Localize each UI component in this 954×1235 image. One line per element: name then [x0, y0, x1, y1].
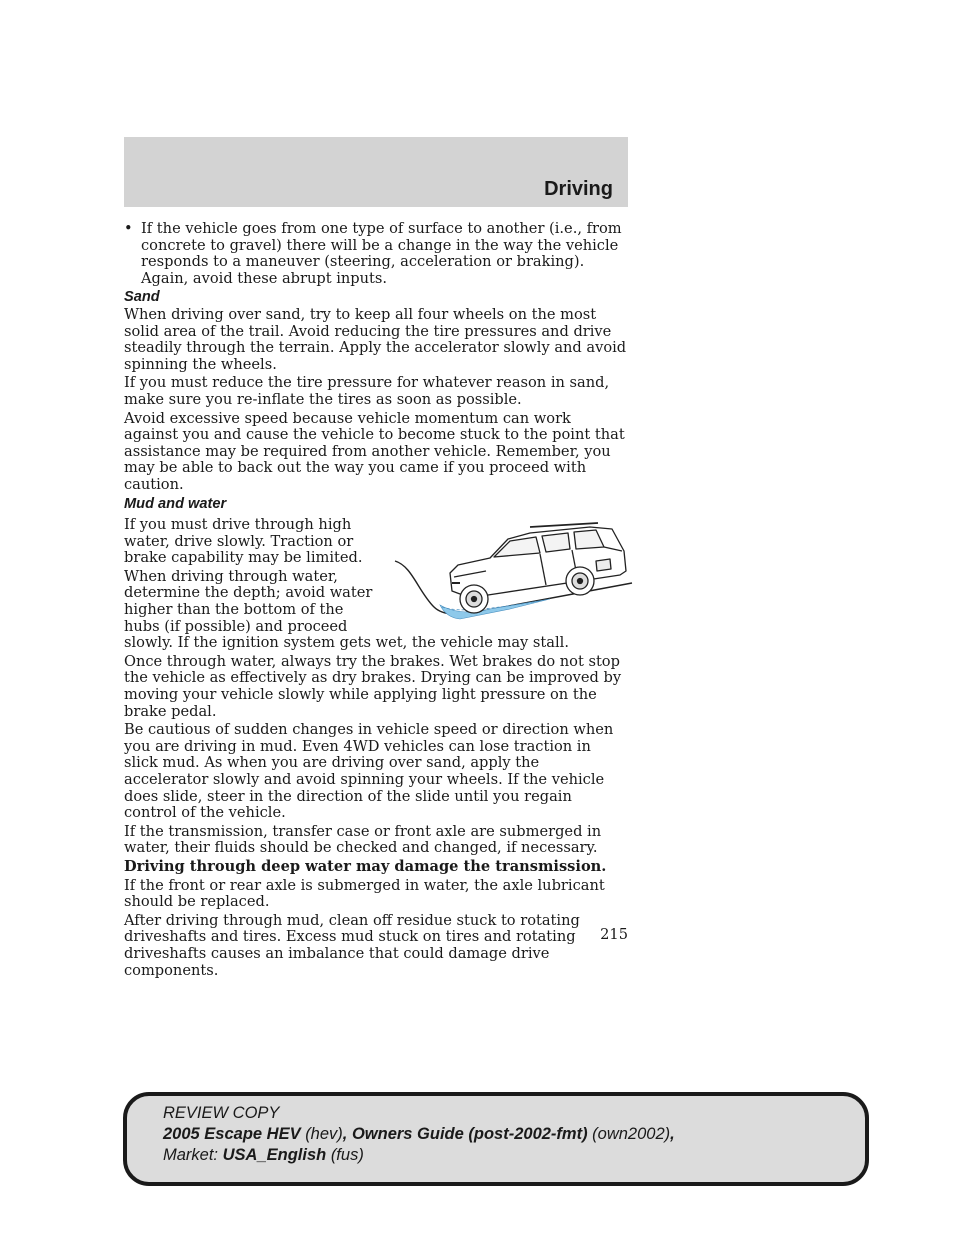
model-code: (hev)	[305, 1125, 343, 1143]
mud-paragraph-4: Be cautious of sudden changes in vehicle speed or direction when you are driving in mud. Even 4WD vehicles can lose traction in slick mud. As when you are driving over sand, apply the accelerator slowly and avoid spinning your wheels. If the vehicle does slide, steer in the direction of the slide until you regain control of the vehicle.	[124, 721, 614, 822]
mud-paragraph-5: If the transmission, transfer case or front axle are submerged in water, their fluids should be checked and changed, if necessary.	[124, 822, 602, 857]
guide-name: Owners Guide (post-2002-fmt)	[351, 1125, 588, 1143]
suv-in-water-illustration	[390, 521, 636, 625]
mud-heading: Mud and water	[124, 495, 227, 512]
page-content	[124, 221, 628, 981]
bullet-item	[124, 221, 628, 287]
bullet-icon: •	[124, 220, 133, 237]
section-header-band	[124, 137, 628, 207]
mud-paragraph-3: Once through water, always try the brakes. Wet brakes do not stop the vehicle as effectively as dry brakes. Drying can be improved by moving your vehicle slowly while applying light pressure on the brake pedal.	[124, 652, 622, 720]
mud-paragraph-2: When driving through water, determine the depth; avoid water higher than the bottom of the hubs (if possible) and proceed slowly. If the ignition system gets wet, the vehicle may stall.	[124, 567, 569, 652]
sand-paragraph-3: Avoid excessive speed because vehicle momentum can work against you and cause the vehicle to become stuck to the point that assistance may be required from another vehicle. Remember, you may be able to back out the way you came if you proceed with caution.	[124, 409, 625, 493]
transmission-warning: Driving through deep water may damage the transmission.	[124, 857, 607, 875]
section-title: Driving	[544, 178, 613, 200]
guide-code: (own2002)	[592, 1125, 671, 1143]
review-copy-box	[123, 1092, 869, 1186]
page-number: 215	[600, 926, 628, 943]
sand-paragraph-2: If you must reduce the tire pressure for whatever reason in sand, make sure you re-inflate the tires as soon as possible.	[124, 374, 610, 408]
market-name: USA_English	[222, 1146, 327, 1164]
sand-paragraph-1: When driving over sand, try to keep all four wheels on the most solid area of the trail. Avoid reducing the tire pressures and drive steadily through the terrain. Apply the accelerator slowly and avoid spinning the wheels.	[124, 305, 627, 373]
separator-2: ,	[670, 1125, 675, 1143]
review-copy-text	[163, 1103, 675, 1166]
mud-paragraph-1: If you must drive through high water, drive slowly. Traction or brake capability may be limited.	[124, 516, 363, 567]
review-copy-label: REVIEW COPY	[163, 1104, 280, 1122]
market-code: (fus)	[330, 1146, 364, 1164]
market-label: Market:	[163, 1146, 219, 1164]
separator-1: ,	[342, 1125, 352, 1143]
bullet-text: If the vehicle goes from one type of surface to another (i.e., from concrete to gravel) there will be a change in the way the vehicle responds to a maneuver (steering, acceleration or braking). Again, avoid these abrupt inputs.	[141, 220, 622, 287]
mud-paragraph-6: If the front or rear axle is submerged in water, the axle lubricant should be replaced.	[124, 876, 605, 911]
mud-paragraph-7: After driving through mud, clean off residue stuck to rotating driveshafts and tires. Excess mud stuck on tires and rotating driveshafts causes an imbalance that could damage drive components.	[124, 911, 580, 979]
sand-heading: Sand	[124, 289, 160, 306]
model-name: 2005 Escape HEV	[163, 1125, 301, 1143]
